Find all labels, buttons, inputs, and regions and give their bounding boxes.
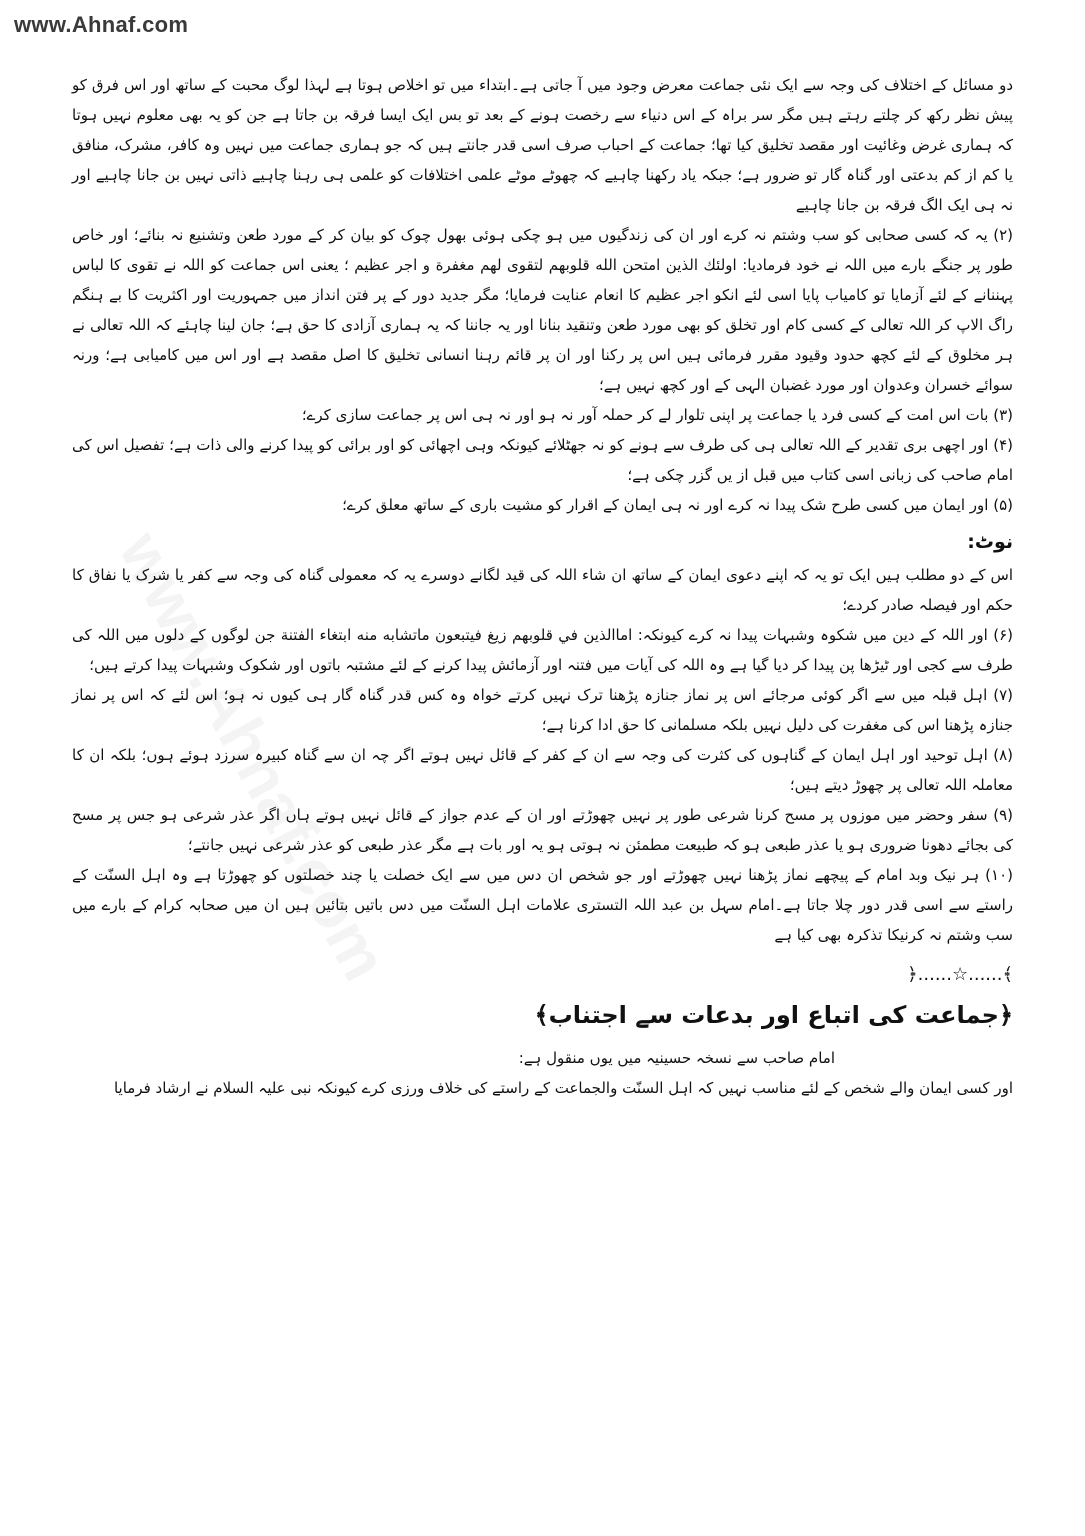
paragraph-point-3: (۳) بات اس امت کے کسی فرد یا جماعت پر اپنی تلوار لے کر حملہ آور نہ ہو اور نہ ہی اس پر جماعت سازی کرے؛	[301, 406, 1013, 424]
paragraph-point-6: (۶) اور اللہ کے دین میں شکوہ وشبہات پیدا نہ کرے کیونکہ: اماالذين في قلوبهم زيغ فيتبعون ماتشابه منه ابتغاء الفتنة جن لوگوں کے دلوں میں اللہ کی طرف سے کجی اور ٹیڑھا پن پیدا کر دیا گیا ہے وہ اللہ کی آیات میں فتنہ اور آزمائش پیدا کرنے کے لئے مشتبہ باتوں اور شکوک وشبہات پیدا کرتے ہیں؛	[72, 626, 1013, 674]
section-intro: امام صاحب سے نسخہ حسینیہ میں یوں منقول ہے:	[518, 1049, 835, 1067]
paragraph-point-8: (۸) اہل توحید اور اہل ایمان کے گناہوں کی کثرت کی وجہ سے ان کے کفر کے قائل نہیں ہوتے اگر چہ ان سے گناہ کبیرہ سرزد ہوئے ہوں؛ بلکہ ان کا معاملہ اللہ تعالی پر چھوڑ دیتے ہیں؛	[72, 746, 1013, 794]
section-paragraph: اور کسی ایمان والے شخص کے لئے مناسب نہیں کہ اہل السنّت والجماعت کے راستے کی خلاف ورزی کرے کیونکہ نبی علیہ السلام نے ارشاد فرمایا	[113, 1079, 1013, 1097]
paragraph-point-9: (۹) سفر وحضر میں موزوں پر مسح کرنا شرعی طور پر نہیں چھوڑتے اور ان کے عدم جواز کے قائل نہیں ہوتے ہاں اگر عذر شرعی ہو جس پر مسح کی بجائے دھونا ضروری ہو یا عذر طبعی ہو کہ طبیعت مطمئن نہ ہوتی ہو یہ اور بات ہے مگر عذر طبعی کو عذر شرعی نہیں جانتے؛	[72, 806, 1013, 854]
paragraph-point-7: (۷) اہل قبلہ میں سے اگر کوئی مرجائے اس پر نماز جنازہ پڑھنا ترک نہیں کرتے خواہ وہ کس قدر گناہ گار ہی کیوں نہ ہو؛ اس لئے کہ اس پر نماز جنازہ پڑھنا اس کی مغفرت کی دلیل نہیں بلکہ مسلمانی کا حق ادا کرنا ہے؛	[72, 686, 1013, 734]
paragraph-point-4: (۴) اور اچھی بری تقدیر کے اللہ تعالی ہی کی طرف سے ہونے کو نہ جھٹلائے کیونکہ وہی اچھائی کو اور برائی کو پیدا کرنے والی ذات ہے؛ تفصیل اس کی امام صاحب کی زبانی اسی کتاب میں قبل از یں گزر چکی ہے؛	[72, 436, 1013, 484]
paragraph-intro: دو مسائل کے اختلاف کی وجہ سے ایک نئی جماعت معرض وجود میں آ جاتی ہے۔ابتداء میں تو اخلاص ہوتا ہے لہذا لوگ محبت کے ساتھ اور اس فرق کو پیش نظر رکھ کر چلتے رہتے ہیں مگر سر براہ کے اس دنیاء سے رخصت ہونے کے بعد تو بس ایک ایسا فرقہ بن جاتا ہے جن کو یہ بھی معلوم نہیں ہوتا کہ ہماری غرض وغائیت اور مقصد تخلیق کیا تھا؛ جماعت کے احباب صرف اسی قدر جانتے ہیں کہ جو ہماری جماعت میں نہیں وہ کافر، مشرک، منافق یا کم از کم بدعتی اور گناہ گار تو ضرور ہے؛ جبکہ یاد رکھنا چاہیے کہ چھوٹے موٹے علمی اختلافات کو علمی ہی رہنا چاہیے ذاتی نہیں بن جانا چاہیے اور نہ ہی ایک الگ فرقہ بن جانا چاہیے	[72, 76, 1013, 214]
paragraph-point-5: (۵) اور ایمان میں کسی طرح شک پیدا نہ کرے اور نہ ہی ایمان کے اقرار کو مشیت باری کے ساتھ معلق کرے؛	[342, 496, 1013, 514]
paragraph-point-2: (۲) یہ کہ کسی صحابی کو سب وشتم نہ کرے اور ان کی زندگیوں میں ہو چکی ہوئی بھول چوک کو بیان کر کے مورد طعن وتشنیع نہ بنائے؛ اور خاص طور پر جنگے بارے میں اللہ نے خود فرمادیا: اولئك الذين امتحن الله قلوبهم لتقوى لهم مغفرة و اجر عظيم ؛ یعنی اس جماعت کو اللہ نے تقوی کا لباس پہننانے کے لئے آزمایا تو کامیاب پایا اسی لئے انکو اجر عظیم کا انعام عنایت فرمایا؛ مگر جدید دور کے پر فتن انداز میں جمہوریت اور اکثریت کا بے ہنگم راگ الاپ کر اللہ تعالی کے کسی کام اور تخلق کو بھی مورد طعن وتنقید بنانا اور یہ جاننا کہ یہ ہماری آزادی کا حق ہے؛ جان لینا چاہئے کہ اللہ تعالی نے ہر مخلوق کے لئے کچھ حدود وقیود مقرر فرمائی ہیں اس پر رکنا اور ان پر قائم رہنا انسانی تخلیق کا اصل مقصد ہے اور اس میں کامیابی ہے؛ ورنہ سوائے خسران وعدوان اور مورد غضبان الہی کے اور کچھ نہیں ہے؛	[72, 226, 1013, 394]
site-url: www.Ahnaf.com	[14, 12, 189, 37]
section-heading: ﴿جماعت کی اتباع اور بدعات سے اجتناب﴾	[534, 1001, 1013, 1029]
section-divider-ornament: ﴿......☆......﴾	[907, 964, 1013, 985]
note-paragraph: اس کے دو مطلب ہیں ایک تو یہ کہ اپنے دعوی ایمان کے ساتھ ان شاء اللہ کی قید لگانے دوسرے یہ کہ معمولی گناہ کی وجہ سے کفر یا شرک یا نفاق کا حکم اور فیصلہ صادر کردے؛	[72, 566, 1013, 614]
page-body	[72, 70, 1013, 1536]
paragraph-point-10: (۱۰) ہر نیک وبد امام کے پیچھے نماز پڑھنا نہیں چھوڑتے اور جو شخص ان دس میں سے ایک خصلت یا چند خصلتوں کو چھوڑتا ہے وہ اہل السنّت کے راستے سے اسی قدر دور چلا جاتا ہے۔امام سہل بن عبد اللہ التستری علامات اہل السنّت میں دس باتیں بتائیں ہیں ان میں صحابہ کرام کے بارے میں سب وشتم نہ کرنیکا تذکرہ بھی کیا ہے	[72, 866, 1013, 944]
note-heading: نوٹ:	[967, 531, 1013, 553]
